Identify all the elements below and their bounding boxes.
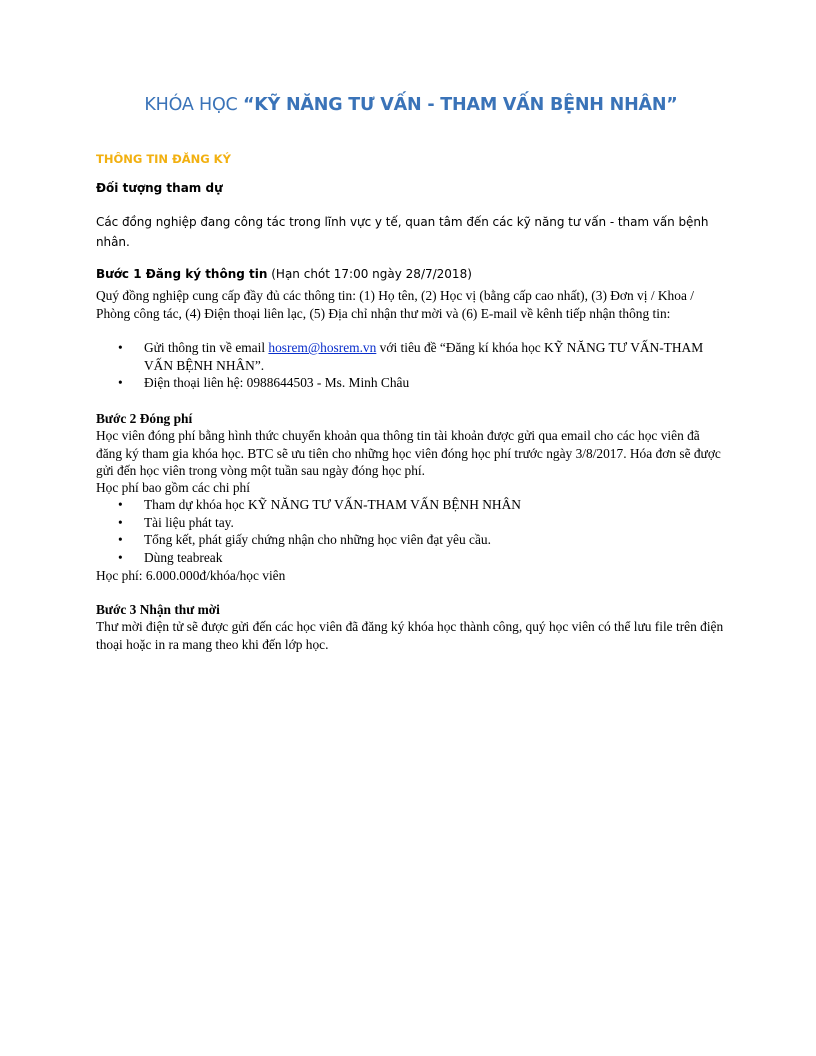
course-title <box>96 95 726 115</box>
email-link[interactable]: hosrem@hosrem.vn <box>268 340 377 355</box>
list-item <box>96 339 726 374</box>
list-item <box>96 549 726 567</box>
step3-text: Thư mời điện tử sẽ được gửi đến các học viên đã đăng ký khóa học thành công, quý học viên có thể lưu file trên điện thoại hoặc in ra mang theo khi đến lớp học. <box>96 619 724 652</box>
bullet-icon: • <box>118 532 123 547</box>
step1-deadline: (Hạn chót 17:00 ngày 28/7/2018) <box>267 267 472 281</box>
list-item <box>96 514 726 532</box>
fee-item-text: Tài liệu phát tay. <box>144 514 234 530</box>
email-text-after: với tiêu đề “Đăng kí khóa học KỸ NĂNG TƯ VẤN-THAM VẤN BỆNH NHÂN”. <box>144 340 704 373</box>
participants-text: Các đồng nghiệp đang công tác trong lĩnh vực y tế, quan tâm đến các kỹ năng tư vấn - tham vấn bệnh nhân. <box>96 215 709 249</box>
bullet-icon: • <box>118 514 123 530</box>
bullet-icon: • <box>118 497 123 512</box>
step1-intro: Quý đồng nghiệp cung cấp đầy đủ các thông tin: (1) Họ tên, (2) Học vị (bằng cấp cao nhất), (3) Đơn vị / Khoa / Phòng công tác, (4) Điện thoại liên lạc, (5) Địa chỉ nhận thư mời và (6) E-mail về kênh tiếp nhận thông tin: <box>96 288 694 321</box>
fee-intro: Học phí bao gồm các chi phí <box>96 480 250 495</box>
step1-heading: Bước 1 Đăng ký thông tin <box>96 267 268 281</box>
section-heading-registration: THÔNG TIN ĐĂNG KÝ <box>96 152 231 166</box>
title-course-name: “KỸ NĂNG TƯ VẤN - THAM VẤN BỆNH NHÂN” <box>242 95 678 115</box>
bullet-icon: • <box>118 340 123 355</box>
email-text-before: Gửi thông tin về email <box>144 340 269 355</box>
fee-item-text: Tham dự khóa học KỸ NĂNG TƯ VẤN-THAM VẤN BỆNH NHÂN <box>144 497 521 512</box>
step2-text: Học viên đóng phí bằng hình thức chuyển khoản qua thông tin tài khoản được gửi qua email cho các học viên đã đăng ký tham gia khóa học. BTC sẽ ưu tiên cho những học viên đóng học phí trước ngày 3/8/2017. Hóa đơn sẽ được gửi đến học viên trong vòng một tuần sau ngày đóng học phí. <box>96 428 721 478</box>
step3-heading: Bước 3 Nhận thư mời <box>96 602 220 617</box>
bullet-icon: • <box>118 549 123 565</box>
fee-item-text: Tổng kết, phát giấy chứng nhận cho những học viên đạt yêu cầu. <box>144 532 491 547</box>
phone-contact-text: Điện thoại liên hệ: 0988644503 - Ms. Minh Châu <box>144 375 410 390</box>
list-item <box>96 531 726 549</box>
title-prefix: KHÓA HỌC <box>144 95 243 115</box>
bullet-icon: • <box>118 375 123 390</box>
step1-bullet-list <box>96 339 726 392</box>
list-item <box>96 374 726 392</box>
fee-amount: Học phí: 6.000.000đ/khóa/học viên <box>96 568 286 583</box>
step1-heading-line <box>96 267 472 281</box>
fee-items-list <box>96 496 726 566</box>
step2-heading: Bước 2 Đóng phí <box>96 411 193 426</box>
list-item <box>96 496 726 514</box>
participants-heading: Đối tượng tham dự <box>96 181 223 195</box>
fee-item-text: Dùng teabreak <box>144 549 223 565</box>
